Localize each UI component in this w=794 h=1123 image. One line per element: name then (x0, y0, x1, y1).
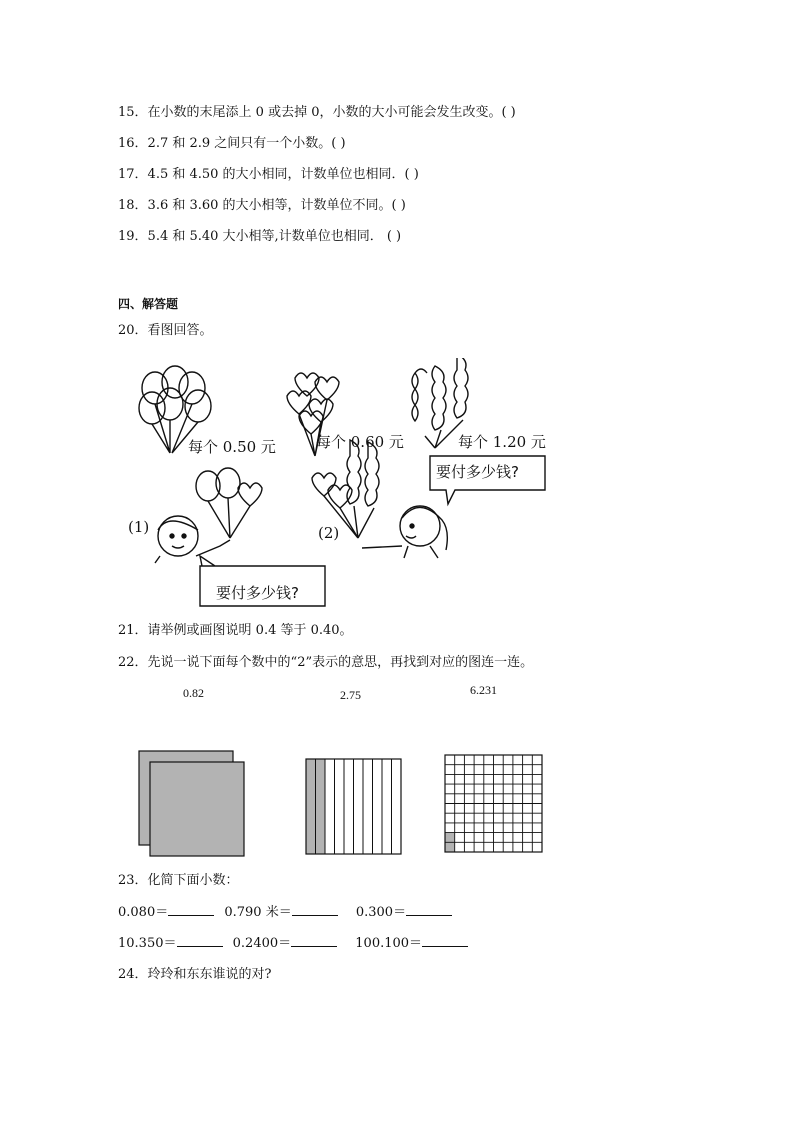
answer-blank[interactable] (168, 903, 214, 916)
tenths-strip-figure (305, 758, 403, 856)
boy-icon (155, 516, 230, 563)
answer-blank[interactable] (291, 934, 337, 947)
balloon-illustration (130, 358, 570, 618)
speech-bubble-boy-text: 要付多少钱? (216, 584, 299, 602)
answer-blank[interactable] (406, 903, 452, 916)
question-24: 24．玲玲和东东谁说的对? (118, 967, 272, 982)
simplify-item-0-080: 0.080＝ (118, 905, 169, 920)
question-19: 19．5.4 和 5.40 大小相等,计数单位也相同． ( ) (118, 229, 402, 244)
price-long-balloon: 每个 1.20 元 (458, 433, 546, 451)
question-22-title: 22．先说一说下面每个数中的“2”表示的意思，再找到对应的图连一连。 (118, 655, 534, 670)
boy-balloons-icon (196, 468, 262, 538)
question-16: 16．2.7 和 2.9 之间只有一个小数。( ) (118, 136, 346, 151)
simplify-item-0-2400: 0.2400＝ (232, 936, 292, 951)
price-round-balloon: 每个 0.50 元 (188, 438, 276, 456)
answer-blank[interactable] (422, 934, 468, 947)
simplify-item-0-790: 0.790 米＝ (224, 905, 292, 920)
question-15: 15．在小数的末尾添上 0 或去掉 0，小数的大小可能会发生改变。( ) (118, 105, 516, 120)
question-23-title: 23．化简下面小数： (118, 873, 239, 888)
question-17: 17．4.5 和 4.50 的大小相同，计数单位也相同．( ) (118, 167, 419, 182)
answer-blank[interactable] (177, 934, 223, 947)
label-1: (1) (128, 518, 150, 536)
simplify-item-0-300: 0.300＝ (355, 905, 407, 920)
number-2-75: 2.75 (340, 688, 361, 702)
answer-blank[interactable] (292, 903, 338, 916)
simplify-item-100-100: 100.100＝ (355, 936, 423, 951)
hundredths-grid-figure (444, 754, 544, 854)
simplify-row-1 (118, 903, 456, 922)
speech-bubble-girl-text: 要付多少钱? (436, 463, 519, 481)
question-20-title: 20．看图回答。 (118, 323, 213, 338)
simplify-item-10-350: 10.350＝ (118, 936, 177, 951)
question-18: 18．3.6 和 3.60 的大小相等，计数单位不同。( ) (118, 198, 406, 213)
price-heart-balloon: 每个 0.60 元 (316, 433, 404, 451)
two-whole-squares-figure (138, 750, 248, 860)
simplify-row-2 (118, 934, 472, 953)
label-2: (2) (318, 524, 340, 542)
number-0-82: 0.82 (183, 686, 204, 700)
number-6-231: 6.231 (470, 683, 497, 697)
girl-icon (362, 506, 447, 558)
section-heading: 四、解答题 (118, 297, 179, 311)
question-21: 21．请举例或画图说明 0.4 等于 0.40。 (118, 623, 353, 638)
